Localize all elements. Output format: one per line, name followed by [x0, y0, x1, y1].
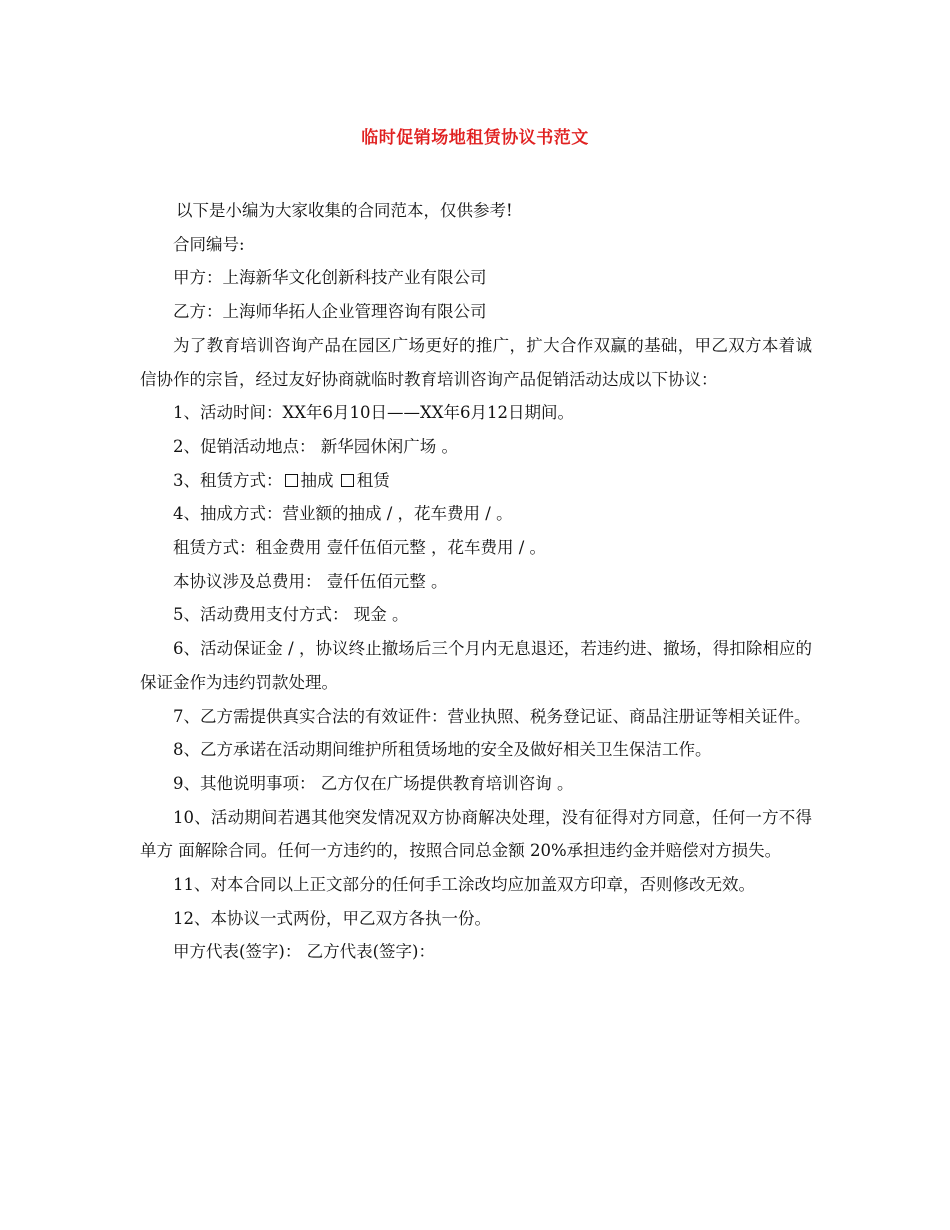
clause-4: 4、抽成方式：营业额的抽成 / ，花车费用 / 。: [173, 504, 513, 524]
contract-number-label: 合同编号:: [173, 234, 245, 254]
option-lease-label: 租赁: [356, 470, 390, 490]
document-title: 临时促销场地租赁协议书范文: [361, 128, 589, 148]
checkbox-lease: [341, 474, 354, 487]
party-b-line: 乙方：上海师华拓人企业管理咨询有限公司: [173, 302, 487, 322]
clause-6: 6、活动保证金 / ，协议终止撤场后三个月内无息退还，若违约进、撤场，得扣除相应的保证金作为违约罚款处理。: [140, 639, 812, 692]
document-body: [140, 194, 812, 969]
clause-8: 8、乙方承诺在活动期间维护所租赁场地的安全及做好相关卫生保洁工作。: [173, 740, 712, 760]
clause-9: 9、其他说明事项： 乙方仅在广场提供教育培训咨询 。: [173, 773, 574, 793]
party-a-line: 甲方：上海新华文化创新科技产业有限公司: [173, 268, 487, 288]
clause-2: 2、促销活动地点： 新华园休闲广场 。: [173, 436, 458, 456]
clause-3: [140, 464, 812, 498]
checkbox-commission: [285, 474, 298, 487]
total-fee-line: 本协议涉及总费用： 壹仟伍佰元整 。: [173, 571, 448, 591]
clause-12: 12、本协议一式两份，甲乙双方各执一份。: [173, 908, 491, 928]
clause-7: 7、乙方需提供真实合法的有效证件：营业执照、税务登记证、商品注册证等相关证件。: [173, 706, 811, 726]
clause-3-prefix: 3、租赁方式：: [173, 470, 283, 490]
lease-method-line: 租赁方式：租金费用 壹仟伍佰元整 ，花车费用 / 。: [173, 538, 547, 558]
clause-1: 1、活动时间：XX年6月10日——XX年6月12日期间。: [173, 403, 574, 423]
clause-5: 5、活动费用支付方式： 现金 。: [173, 605, 409, 625]
intro-paragraph: 以下是小编为大家收集的合同范本，仅供参考!: [176, 201, 513, 220]
signature-line: 甲方代表(签字)： 乙方代表(签字)：: [173, 942, 435, 962]
clause-10: 10、活动期间若遇其他突发情况双方协商解决处理，没有征得对方同意，任何一方不得单方 面解除合同。任何一方违约的，按照合同总金额 20%承担违约金并赔偿对方损失。: [140, 807, 812, 861]
preamble-paragraph: 为了教育培训咨询产品在园区广场更好的推广，扩大合作双赢的基础，甲乙双方本着诚信协作的宗旨，经过友好协商就临时教育培训咨询产品促销活动达成以下协议：: [140, 335, 812, 389]
option-commission-label: 抽成: [300, 470, 334, 490]
clause-11: 11、对本合同以上正文部分的任何手工涂改均应加盖双方印章，否则修改无效。: [173, 875, 755, 895]
